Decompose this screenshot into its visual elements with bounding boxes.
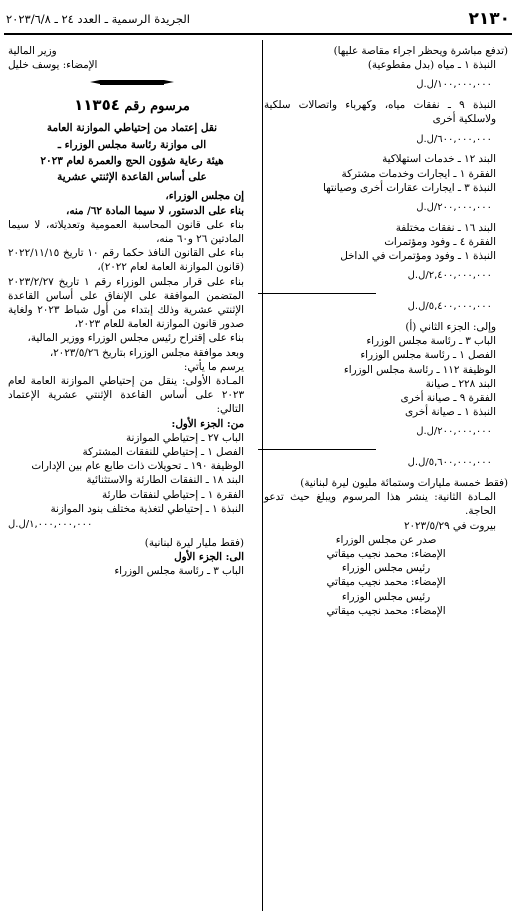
column-divider — [262, 40, 263, 911]
text-line: إن مجلس الوزراء، — [165, 190, 244, 203]
text-line: يرسم ما يأتي: — [183, 360, 244, 373]
text-line: وإلى: الجزء الثاني (أ) — [405, 321, 496, 334]
text-line: من: الجزء الأول: — [171, 417, 244, 430]
text-line: البند ١٨ ـ النفقات الطارئة والاستثنائية — [86, 474, 244, 487]
sum-rule — [258, 449, 376, 450]
text-line: بناء على الدستور، لا سيما المادة ٦٢/ منه، — [66, 204, 244, 217]
text-line: الإمضاء: محمد نجيب ميقاتي — [326, 576, 446, 589]
text-line: الفقرة ٩ ـ صيانة أخرى — [400, 392, 496, 405]
decree-body — [8, 189, 256, 578]
amount-line: ٢,٤٠٠,٠٠٠,٠٠٠/ل.ل — [407, 270, 492, 282]
text-line: (فقط مليار ليرة لبنانية) — [144, 536, 244, 549]
text-line: الوظيفة ١١٢ ـ رئاسة مجلس الوزراء — [343, 363, 496, 376]
text-line: النبذة ٣ ـ ايجارات عقارات أخرى وصيانتها — [322, 181, 496, 194]
text-line: الباب ٢٧ ـ إحتياطي الموازنة — [126, 431, 244, 444]
minister-title: وزير المالية — [8, 45, 57, 57]
text-line: الوظيفة ١٩٠ ـ تحويلات ذات طابع عام بين الإدارات — [31, 460, 244, 473]
amount-line: ٢٠٠,٠٠٠,٠٠٠/ل.ل — [416, 426, 492, 438]
decree-label: مرسوم رقم — [124, 99, 190, 115]
decree-title-line: على أساس القاعدة الإثنتي عشرية — [57, 171, 207, 184]
text-line: بناء على إقتراح رئيس مجلس الوزراء ووزير المالية، — [27, 332, 244, 345]
minister-signature: الإمضاء: يوسف خليل — [8, 59, 98, 72]
sum-rule — [258, 293, 376, 294]
text-line: بيروت في ٢٠٢٣/٥/٢٩ — [403, 519, 496, 532]
text-line: بناء على القانون النافذ حكما رقم ١٠ تاريخ ٢٠٢٢/١١/١٥ (قانون الموازنة العامة لعام ٢٠٢٢)، — [8, 247, 244, 274]
amount-line: ١٠٠,٠٠٠,٠٠٠/ل.ل — [416, 79, 492, 91]
text-line: بناء على قرار مجلس الوزراء رقم ١ تاريخ ٢٠٢٣/٢/٢٧ المتضمن الموافقة على الإنفاق على أساس القاعدة الإثنتي عشرية وذلك إبتداء من أول شباط ٢٠٢٣ ولغاية صدور قانون الموازنة العامة للعام ٢٠٢٣، — [8, 275, 245, 331]
text-line: النبذة ١ ـ إحتياطي لتغذية مختلف بنود الموازنة — [50, 502, 244, 515]
amount-line: ٦٠٠,٠٠٠,٠٠٠/ل.ل — [416, 133, 492, 145]
page-header — [6, 6, 510, 32]
text-line: الفصل ١ ـ رئاسة مجلس الوزراء — [360, 349, 496, 362]
text-line: رئيس مجلس الوزراء — [341, 562, 431, 575]
text-line: (فقط خمسة مليارات وستمائة مليون ليرة لبنانية) — [300, 477, 508, 490]
text-line: وبعد موافقة مجلس الوزراء بتاريخ ٢٠٢٣/٥/٢٦، — [49, 346, 244, 359]
text-line: بناء على قانون المحاسبة العمومية وتعديلاته، لا سيما المادتين ٢٦ و٦٠ منه، — [8, 218, 244, 246]
section-separator — [100, 80, 164, 85]
text-line: الى: الجزء الأول — [174, 551, 244, 564]
text-line: الفقرة ١ ـ إحتياطي لنفقات طارئة — [102, 488, 244, 501]
text-line: البند ١٦ ـ نفقات مختلفة — [395, 221, 496, 234]
text-line: المـادة الثانية: ينشر هذا المرسوم ويبلغ حيث تدعو الحاجة. — [264, 491, 496, 518]
decree-number: ١١٣٥٤ — [74, 96, 120, 115]
minister-signature-row — [8, 58, 256, 72]
text-line: الباب ٣ ـ رئاسة مجلس الوزراء — [114, 565, 244, 578]
text-line: الإمضاء: محمد نجيب ميقاتي — [326, 604, 446, 617]
amount-line: ١,٠٠٠,٠٠٠,٠٠٠/ل.ل — [8, 519, 93, 531]
decree-heading — [8, 95, 256, 116]
text-line: المـادة الأولى: ينقل من إحتياطي الموازنة العامة لعام ٢٠٢٣ على أساس القاعدة الإثنتي عشرية الإعتماد التالي: — [8, 375, 244, 416]
left-column — [8, 44, 256, 915]
amount-line: ٢٠٠,٠٠٠,٠٠٠/ل.ل — [416, 202, 492, 214]
minister-title-row — [8, 44, 256, 58]
text-line: النبذة ٩ ـ نفقات مياه، وكهرباء واتصالات سلكية ولاسلكية أخرى — [264, 99, 497, 126]
decree-title-line: هيئة رعاية شؤون الحج والعمرة لعام ٢٠٢٣ — [40, 154, 224, 167]
page-number: ٢١٣٠ — [468, 9, 510, 29]
text-line: البند ١٢ ـ خدمات استهلاكية — [382, 153, 496, 166]
text-line: (تدفع مباشرة ويحظر اجراء مقاصة عليها) — [333, 45, 508, 57]
text-line: الإمضاء: محمد نجيب ميقاتي — [326, 548, 446, 561]
amount-line: ٥,٤٠٠,٠٠٠,٠٠٠/ل.ل — [407, 301, 492, 313]
header-rule — [4, 33, 512, 35]
decree-title — [8, 120, 256, 185]
amount-line: ٥,٦٠٠,٠٠٠,٠٠٠/ل.ل — [407, 457, 492, 469]
decree-title-line: الى موازنة رئاسة مجلس الوزراء ـ — [57, 138, 207, 151]
decree-title-line: نقل إعتماد من إحتياطي الموازنة العامة — [46, 122, 218, 135]
text-line: الفصل ١ ـ إحتياطي للنفقات المشتركة — [82, 446, 244, 459]
text-line: الباب ٣ ـ رئاسة مجلس الوزراء — [366, 335, 496, 348]
text-line: الفقرة ١ ـ ايجارات وخدمات مشتركة — [341, 167, 496, 180]
right-column — [264, 44, 508, 915]
text-line: الفقرة ٤ ـ وفود ومؤتمرات — [384, 236, 496, 249]
text-line: صدر عن مجلس الوزراء — [335, 533, 437, 546]
text-line: النبذة ١ ـ مياه (بدل مقطوعية) — [367, 59, 496, 72]
text-line: البند ٢٢٨ ـ صيانة — [425, 377, 496, 390]
gazette-title: الجريدة الرسمية ـ العدد ٢٤ ـ ٢٠٢٣/٦/٨ — [6, 12, 190, 26]
text-line: النبذة ١ ـ وفود ومؤتمرات في الداخل — [340, 250, 496, 263]
text-line: النبذة ١ ـ صيانة أخرى — [404, 406, 496, 419]
text-line: رئيس مجلس الوزراء — [341, 590, 431, 603]
